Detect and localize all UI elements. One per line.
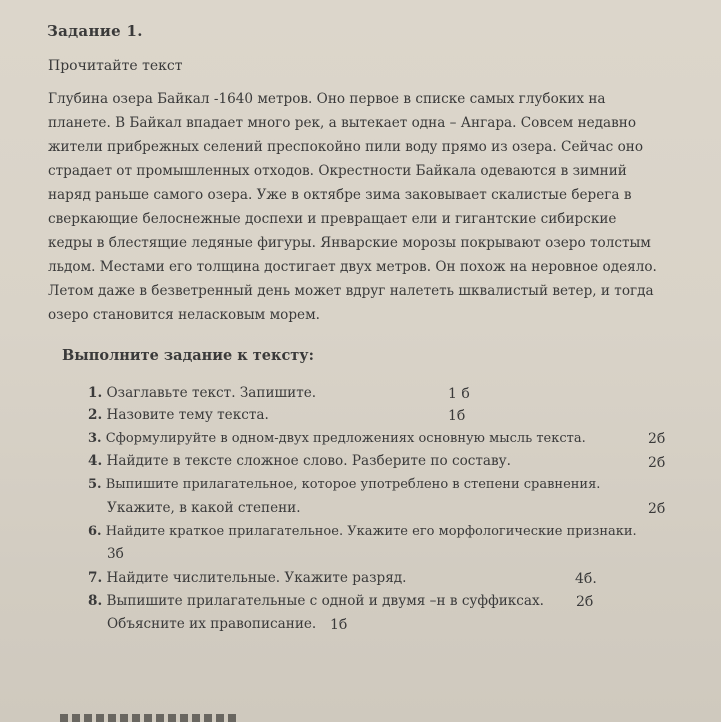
question-score: 1б	[330, 617, 348, 633]
question-score: 2б	[648, 431, 666, 447]
question-text: Сформулируйте в одном-двух предложениях основную мысль текста.	[105, 431, 586, 446]
question-item	[88, 525, 637, 538]
question-score: 2б	[648, 455, 666, 471]
question-number: 7.	[88, 570, 103, 586]
question-item	[88, 595, 544, 609]
question-text: Найдите числительные. Укажите разряд.	[106, 570, 407, 586]
question-score: 2б	[576, 594, 594, 610]
cut-off-text-fragment	[60, 714, 240, 722]
passage-line: жители прибрежных селений преспокойно пили воду прямо из озера. Сейчас оно	[48, 139, 644, 155]
question-text: Найдите краткое прилагательное. Укажите его морфологические признаки.	[105, 524, 637, 539]
question-score: 3б	[107, 546, 124, 562]
question-item	[88, 387, 316, 401]
passage-line: страдает от промышленных отходов. Окрестности Байкала одеваются в зимний	[48, 163, 627, 179]
question-text: Найдите в тексте сложное слово. Разберите по составу.	[106, 453, 511, 469]
question-item	[88, 572, 406, 586]
passage-line: сверкающие белоснежные доспехи и превращает ели и гигантские сибирские	[48, 211, 617, 227]
question-number: 3.	[88, 431, 102, 446]
passage-line: Летом даже в безветренный день может вдруг налететь шквалистый ветер, и тогда	[48, 283, 654, 299]
question-score: 1б	[448, 408, 466, 424]
passage-line: Глубина озера Байкал -1640 метров. Оно первое в списке самых глубоких на	[48, 91, 606, 107]
question-score: 1 б	[448, 386, 470, 402]
passage-line: льдом. Местами его толщина достигает двух метров. Он похож на неровное одеяло.	[48, 259, 657, 275]
question-number: 5.	[88, 477, 102, 492]
question-score: 4б.	[575, 571, 597, 587]
question-text-continued: Укажите, в какой степени.	[107, 500, 301, 516]
question-number: 8.	[88, 593, 103, 609]
question-number: 2.	[88, 407, 103, 423]
question-number: 6.	[88, 524, 102, 539]
question-text: Озаглавьте текст. Запишите.	[106, 385, 317, 401]
question-item	[88, 478, 600, 491]
task-title: Задание 1.	[47, 22, 143, 40]
task-instruction: Прочитайте текст	[48, 58, 183, 74]
question-text-continued: Объясните их правописание.	[107, 616, 317, 632]
question-score: 2б	[648, 501, 666, 517]
question-number: 1.	[88, 385, 103, 401]
passage-line: кедры в блестящие ледяные фигуры. Январские морозы покрывают озеро толстым	[48, 235, 651, 251]
question-item	[88, 432, 586, 445]
question-text: Назовите тему текста.	[106, 407, 269, 423]
passage-line: озеро становится неласковым морем.	[48, 307, 320, 323]
question-item	[88, 455, 511, 469]
tasks-heading: Выполните задание к тексту:	[62, 347, 314, 364]
question-item	[88, 409, 269, 423]
question-text: Выпишите прилагательное, которое употреблено в степени сравнения.	[105, 477, 601, 492]
passage-line: планете. В Байкал впадает много рек, а вытекает одна – Ангара. Совсем недавно	[48, 115, 637, 131]
question-number: 4.	[88, 453, 103, 469]
question-text: Выпишите прилагательные с одной и двумя –н в суффиксах.	[106, 593, 544, 609]
passage-line: наряд раньше самого озера. Уже в октябре зима заковывает скалистые берега в	[48, 187, 632, 203]
